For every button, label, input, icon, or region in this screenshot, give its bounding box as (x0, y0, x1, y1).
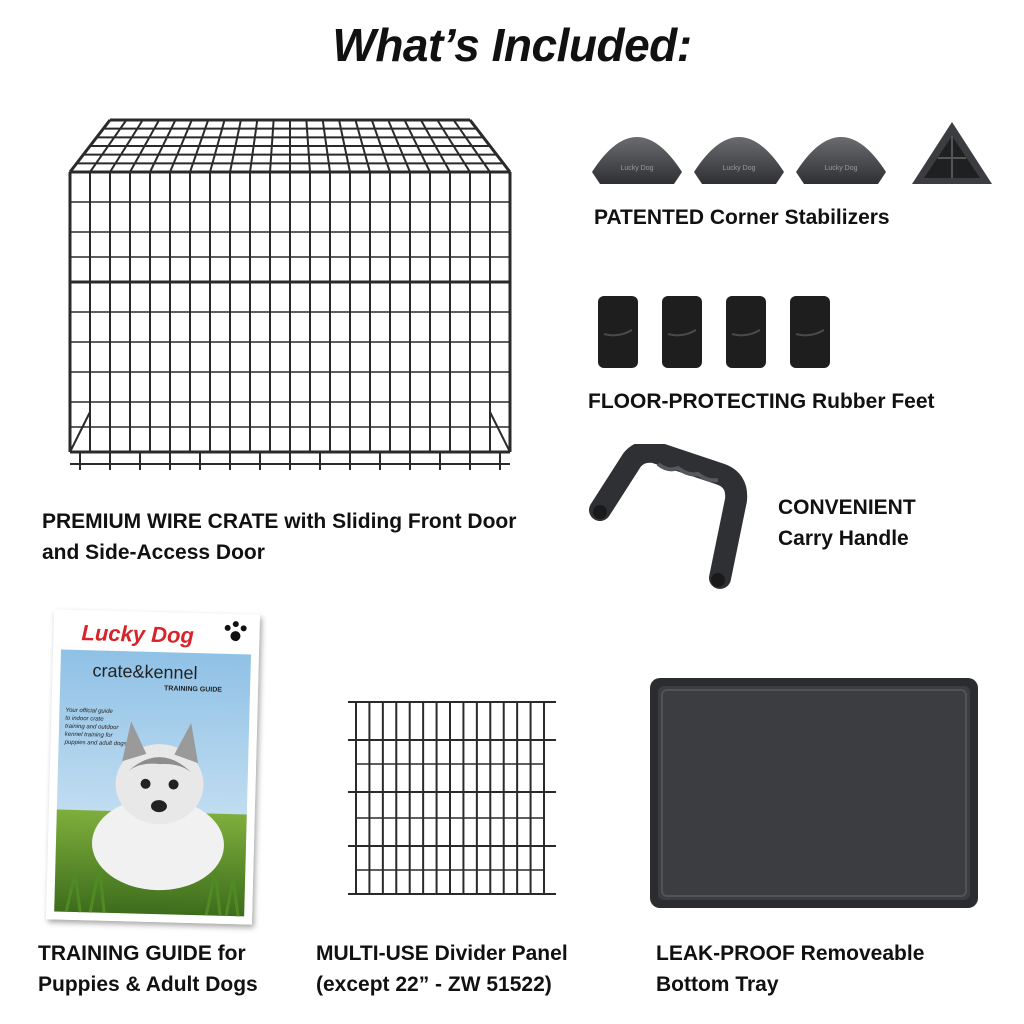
svg-text:to indoor crate: to indoor crate (65, 715, 104, 723)
page-title: What’s Included: (332, 19, 692, 71)
svg-text:kennel training for: kennel training for (64, 731, 113, 739)
divider-caption: MULTI-USE Divider Panel (except 22” - ZW 51522) (316, 942, 568, 996)
svg-text:Lucky Dog: Lucky Dog (824, 165, 858, 172)
handle-caption: CONVENIENT Carry Handle (778, 496, 916, 550)
svg-text:puppies and adult dogs: puppies and adult dogs (64, 739, 127, 748)
corner-stabilizers-image (582, 112, 1002, 194)
crate-caption: PREMIUM WIRE CRATE with Sliding Front Door and Side-Access Door (42, 510, 517, 564)
tray-caption: LEAK-PROOF Removeable Bottom Tray (656, 942, 925, 996)
bottom-tray-image (648, 676, 980, 910)
svg-text:TRAINING GUIDE: TRAINING GUIDE (163, 685, 223, 694)
svg-text:training and outdoor: training and outdoor (64, 723, 119, 732)
svg-text:Lucky Dog: Lucky Dog (722, 165, 756, 172)
wire-crate-image (40, 112, 540, 482)
feet-caption: FLOOR-PROTECTING Rubber Feet (588, 390, 935, 413)
svg-text:crate&kennel: crate&kennel (92, 660, 198, 684)
guide-caption: TRAINING GUIDE for Puppies & Adult Dogs (38, 942, 258, 996)
svg-text:Your official guide: Your official guide (65, 707, 113, 715)
svg-text:Lucky Dog: Lucky Dog (81, 620, 195, 649)
svg-text:Lucky Dog: Lucky Dog (620, 165, 654, 172)
training-guide-image (46, 609, 260, 924)
stabilizers-caption: PATENTED Corner Stabilizers (594, 206, 890, 229)
rubber-feet-image (596, 294, 836, 372)
carry-handle-image (588, 444, 768, 590)
divider-panel-image (344, 694, 560, 900)
